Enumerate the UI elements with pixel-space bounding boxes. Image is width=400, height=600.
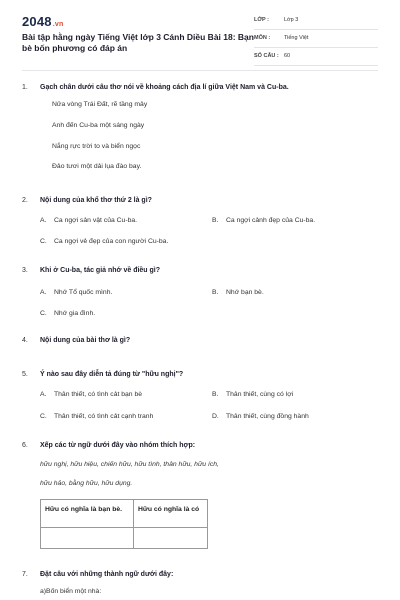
option-a[interactable] — [40, 289, 112, 296]
option-text: Nhớ gia đình. — [54, 310, 96, 317]
option-b[interactable] — [212, 289, 264, 296]
poem-line[interactable]: Nửa vòng Trái Đất, rẽ tầng mây — [52, 101, 148, 108]
meta-label: LỚP : — [254, 17, 269, 23]
option-text: Nhớ bạn bè. — [226, 289, 264, 296]
option-letter: B. — [212, 217, 219, 224]
option-c[interactable] — [40, 413, 153, 420]
option-letter: B. — [212, 289, 219, 296]
question-number: 2. — [22, 197, 28, 204]
option-letter: A. — [40, 391, 47, 398]
question-number: 6. — [22, 442, 28, 449]
question-text: Nội dung của khổ thơ thứ 2 là gì? — [40, 197, 152, 204]
option-letter: A. — [40, 289, 47, 296]
question-number: 7. — [22, 571, 28, 578]
logo-number: 2048 — [22, 14, 52, 29]
poem-line[interactable]: Đảo tươi một dải lụa đào bay. — [52, 163, 142, 170]
question-number: 5. — [22, 371, 28, 378]
question-text: Nội dung của bài thơ là gì? — [40, 337, 131, 344]
table-header: Hữu có nghĩa là có — [138, 506, 200, 513]
meta-label: SỐ CÂU : — [254, 53, 279, 59]
option-text: Thân thiết, có tình cảt cạnh tranh — [54, 413, 154, 420]
meta-row-count — [254, 50, 378, 66]
question-text: Đặt câu với những thành ngữ dưới đây: — [40, 571, 174, 578]
site-logo[interactable] — [22, 14, 63, 29]
option-text: Thân thiết, cùng có lợi — [226, 391, 294, 398]
option-letter: A. — [40, 217, 47, 224]
divider — [22, 70, 378, 71]
page-title: Bài tập hằng ngày Tiếng Việt lớp 3 Cánh Diều Bài 18: Bạn bè bốn phương có đáp án — [22, 32, 254, 53]
meta-value: Tiếng Việt — [284, 35, 309, 41]
option-text: Ca ngợi vẻ đẹp của con người Cu-ba. — [54, 238, 169, 245]
meta-label: MÔN : — [254, 35, 271, 41]
option-letter: C. — [40, 310, 47, 317]
word-list: hữu nghị, hữu hiệu, chiến hữu, hữu tình, thân hữu, hữu ích, — [40, 461, 219, 468]
header — [0, 0, 400, 64]
option-c[interactable] — [40, 310, 95, 317]
option-a[interactable] — [40, 217, 137, 224]
option-d[interactable] — [212, 413, 309, 420]
question-number: 4. — [22, 337, 28, 344]
table-divider — [41, 527, 207, 528]
grouping-table — [40, 499, 208, 549]
question-text: Xếp các từ ngữ dưới đây vào nhóm thích hợp: — [40, 442, 196, 449]
meta-row-subject — [254, 32, 378, 48]
poem-line[interactable]: Nắng rực trời to và biển ngọc — [52, 143, 141, 150]
option-letter: C. — [40, 238, 47, 245]
option-text: Thân thiết, có tình cảt bạn bè — [54, 391, 143, 398]
option-text: Ca ngợi sản vật của Cu-ba. — [54, 217, 138, 224]
answer-prompt[interactable]: a)Bốn biển một nhà: — [40, 588, 102, 595]
logo-suffix: .vn — [52, 21, 64, 28]
option-b[interactable] — [212, 217, 315, 224]
question-number: 3. — [22, 267, 28, 274]
meta-row-class — [254, 14, 378, 30]
option-text: Ca ngợi cảnh đẹp của Cu-ba. — [226, 217, 316, 224]
question-text: Khi ở Cu-ba, tác giả nhớ về điều gì? — [40, 267, 161, 274]
table-header: Hữu có nghĩa là bạn bè. — [45, 506, 123, 513]
word-list: hữu hảo, bằng hữu, hữu dụng. — [40, 480, 133, 487]
question-text: Gạch chân dưới câu thơ nói về khoảng cách địa lí giữa Việt Nam và Cu-ba. — [40, 84, 289, 91]
option-letter: D. — [212, 413, 219, 420]
poem-line[interactable]: Anh đến Cu-ba một sáng ngày — [52, 122, 145, 129]
option-a[interactable] — [40, 391, 142, 398]
meta-value: Lớp 3 — [284, 17, 299, 23]
question-number: 1. — [22, 84, 28, 91]
option-c[interactable] — [40, 238, 168, 245]
option-b[interactable] — [212, 391, 293, 398]
option-letter: C. — [40, 413, 47, 420]
option-letter: B. — [212, 391, 219, 398]
meta-info — [254, 14, 378, 68]
table-divider — [133, 500, 134, 548]
option-text: Nhớ Tổ quốc mình. — [54, 289, 113, 296]
option-text: Thân thiết, cùng đồng hành — [226, 413, 309, 420]
question-text: Ý nào sau đây diễn tả đúng từ "hữu nghị"? — [40, 371, 184, 378]
meta-value: 60 — [284, 53, 291, 59]
